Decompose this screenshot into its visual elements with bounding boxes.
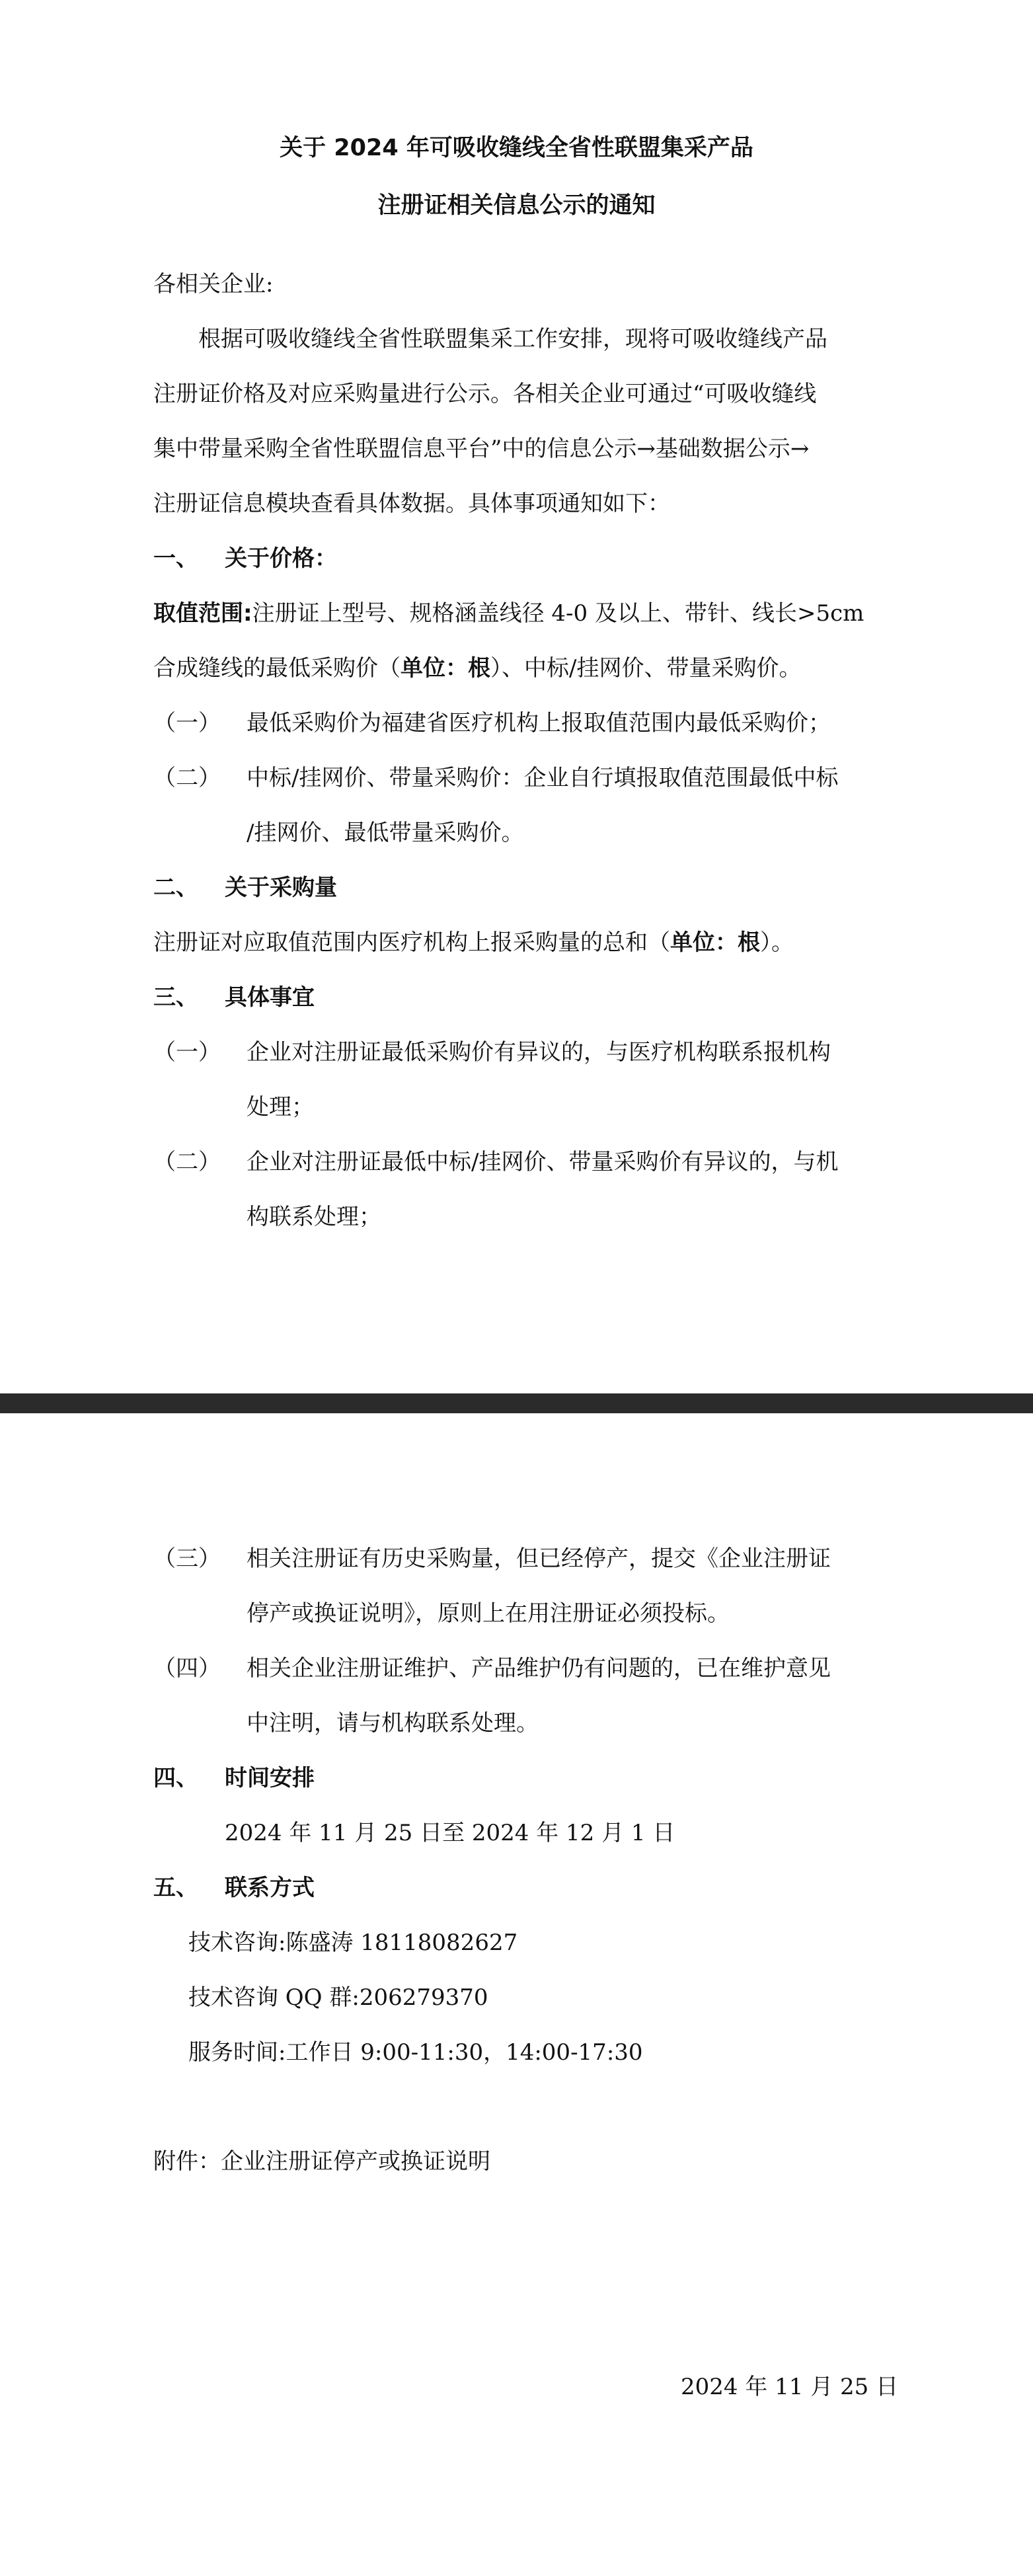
section-1-number: 一、 — [153, 545, 198, 572]
intro-line-4: 注册证信息模块查看具体数据。具体事项通知如下： — [153, 490, 670, 517]
section-3-item-3-number: （三） — [153, 1545, 221, 1572]
section-5-number: 五、 — [153, 1875, 198, 1901]
section-3-item-4-number: （四） — [153, 1655, 221, 1682]
section-3-title: 具体事宜 — [225, 984, 315, 1011]
section-2-text-a: 注册证对应取值范围内医疗机构上报采购量的总和（ — [153, 929, 670, 956]
title-line-1: 关于 2024 年可吸收缝线全省性联盟集采产品 — [280, 135, 753, 161]
section-3-item-3-line-1: 相关注册证有历史采购量，但已经停产，提交《企业注册证 — [247, 1545, 831, 1572]
attachment: 附件：企业注册证停产或换证说明 — [153, 2148, 490, 2175]
price-range-text-c: ）、中标/挂网价、带量采购价。 — [490, 655, 802, 682]
section-1-item-2-number: （二） — [153, 765, 221, 791]
salutation: 各相关企业: — [153, 271, 274, 297]
quantity-unit: 单位：根 — [670, 929, 760, 956]
issue-date: 2024 年 11 月 25 日 — [681, 2374, 899, 2400]
page-divider — [0, 1393, 1033, 1413]
section-2-text — [153, 929, 794, 956]
service-hours: 服务时间:工作日 9:00-11:30，14:00-17:30 — [188, 2039, 643, 2066]
section-3-item-1-line-2: 处理； — [247, 1094, 314, 1120]
title-line-2: 注册证相关信息公示的通知 — [377, 192, 656, 219]
price-range-line-2 — [153, 655, 801, 682]
section-5-title: 联系方式 — [225, 1875, 315, 1901]
intro-line-1: 根据可吸收缝线全省性联盟集采工作安排，现将可吸收缝线产品 — [198, 326, 827, 352]
section-3-item-2-line-1: 企业对注册证最低中标/挂网价、带量采购价有异议的，与机 — [247, 1149, 839, 1175]
section-4-title: 时间安排 — [225, 1765, 315, 1791]
price-range-text: 注册证上型号、规格涵盖线径 4-0 及以上、带针、线长>5cm — [252, 600, 864, 627]
section-3-item-2-number: （二） — [153, 1149, 221, 1175]
section-2-text-c: ）。 — [760, 929, 794, 956]
section-1-item-2-line-1: 中标/挂网价、带量采购价：企业自行填报取值范围最低中标 — [247, 765, 839, 791]
section-3-item-2-line-2: 构联系处理； — [247, 1204, 381, 1230]
price-range-line-1 — [153, 600, 864, 627]
section-2-title: 关于采购量 — [225, 875, 337, 901]
intro-line-3: 集中带量采购全省性联盟信息平台”中的信息公示→基础数据公示→ — [153, 436, 810, 462]
section-3-item-4-line-2: 中注明，请与机构联系处理。 — [247, 1710, 539, 1737]
section-1-title: 关于价格： — [225, 545, 337, 572]
qq-group: 技术咨询 QQ 群:206279370 — [188, 1984, 488, 2011]
section-3-item-1-number: （一） — [153, 1039, 221, 1066]
section-1-item-1-number: （一） — [153, 710, 221, 736]
tech-contact: 技术咨询:陈盛涛 18118082627 — [188, 1930, 518, 1956]
section-3-item-3-line-2: 停产或换证说明》，原则上在用注册证必须投标。 — [247, 1600, 730, 1627]
schedule-text: 2024 年 11 月 25 日至 2024 年 12 月 1 日 — [225, 1820, 675, 1846]
price-range-label: 取值范围: — [153, 600, 252, 627]
section-1-item-1-text: 最低采购价为福建省医疗机构上报取值范围内最低采购价； — [247, 710, 831, 736]
price-range-text-a: 合成缝线的最低采购价（ — [153, 655, 401, 682]
section-3-item-1-line-1: 企业对注册证最低采购价有异议的，与医疗机构联系报机构 — [247, 1039, 831, 1066]
section-3-number: 三、 — [153, 984, 198, 1011]
intro-line-2: 注册证价格及对应采购量进行公示。各相关企业可通过“可吸收缝线 — [153, 381, 817, 407]
price-unit: 单位：根 — [401, 655, 490, 682]
section-4-number: 四、 — [153, 1765, 198, 1791]
section-3-item-4-line-1: 相关企业注册证维护、产品维护仍有问题的，已在维护意见 — [247, 1655, 831, 1682]
document-page-2 — [0, 1413, 1033, 2576]
section-2-number: 二、 — [153, 875, 198, 901]
section-1-item-2-line-2: /挂网价、最低带量采购价。 — [247, 820, 524, 846]
